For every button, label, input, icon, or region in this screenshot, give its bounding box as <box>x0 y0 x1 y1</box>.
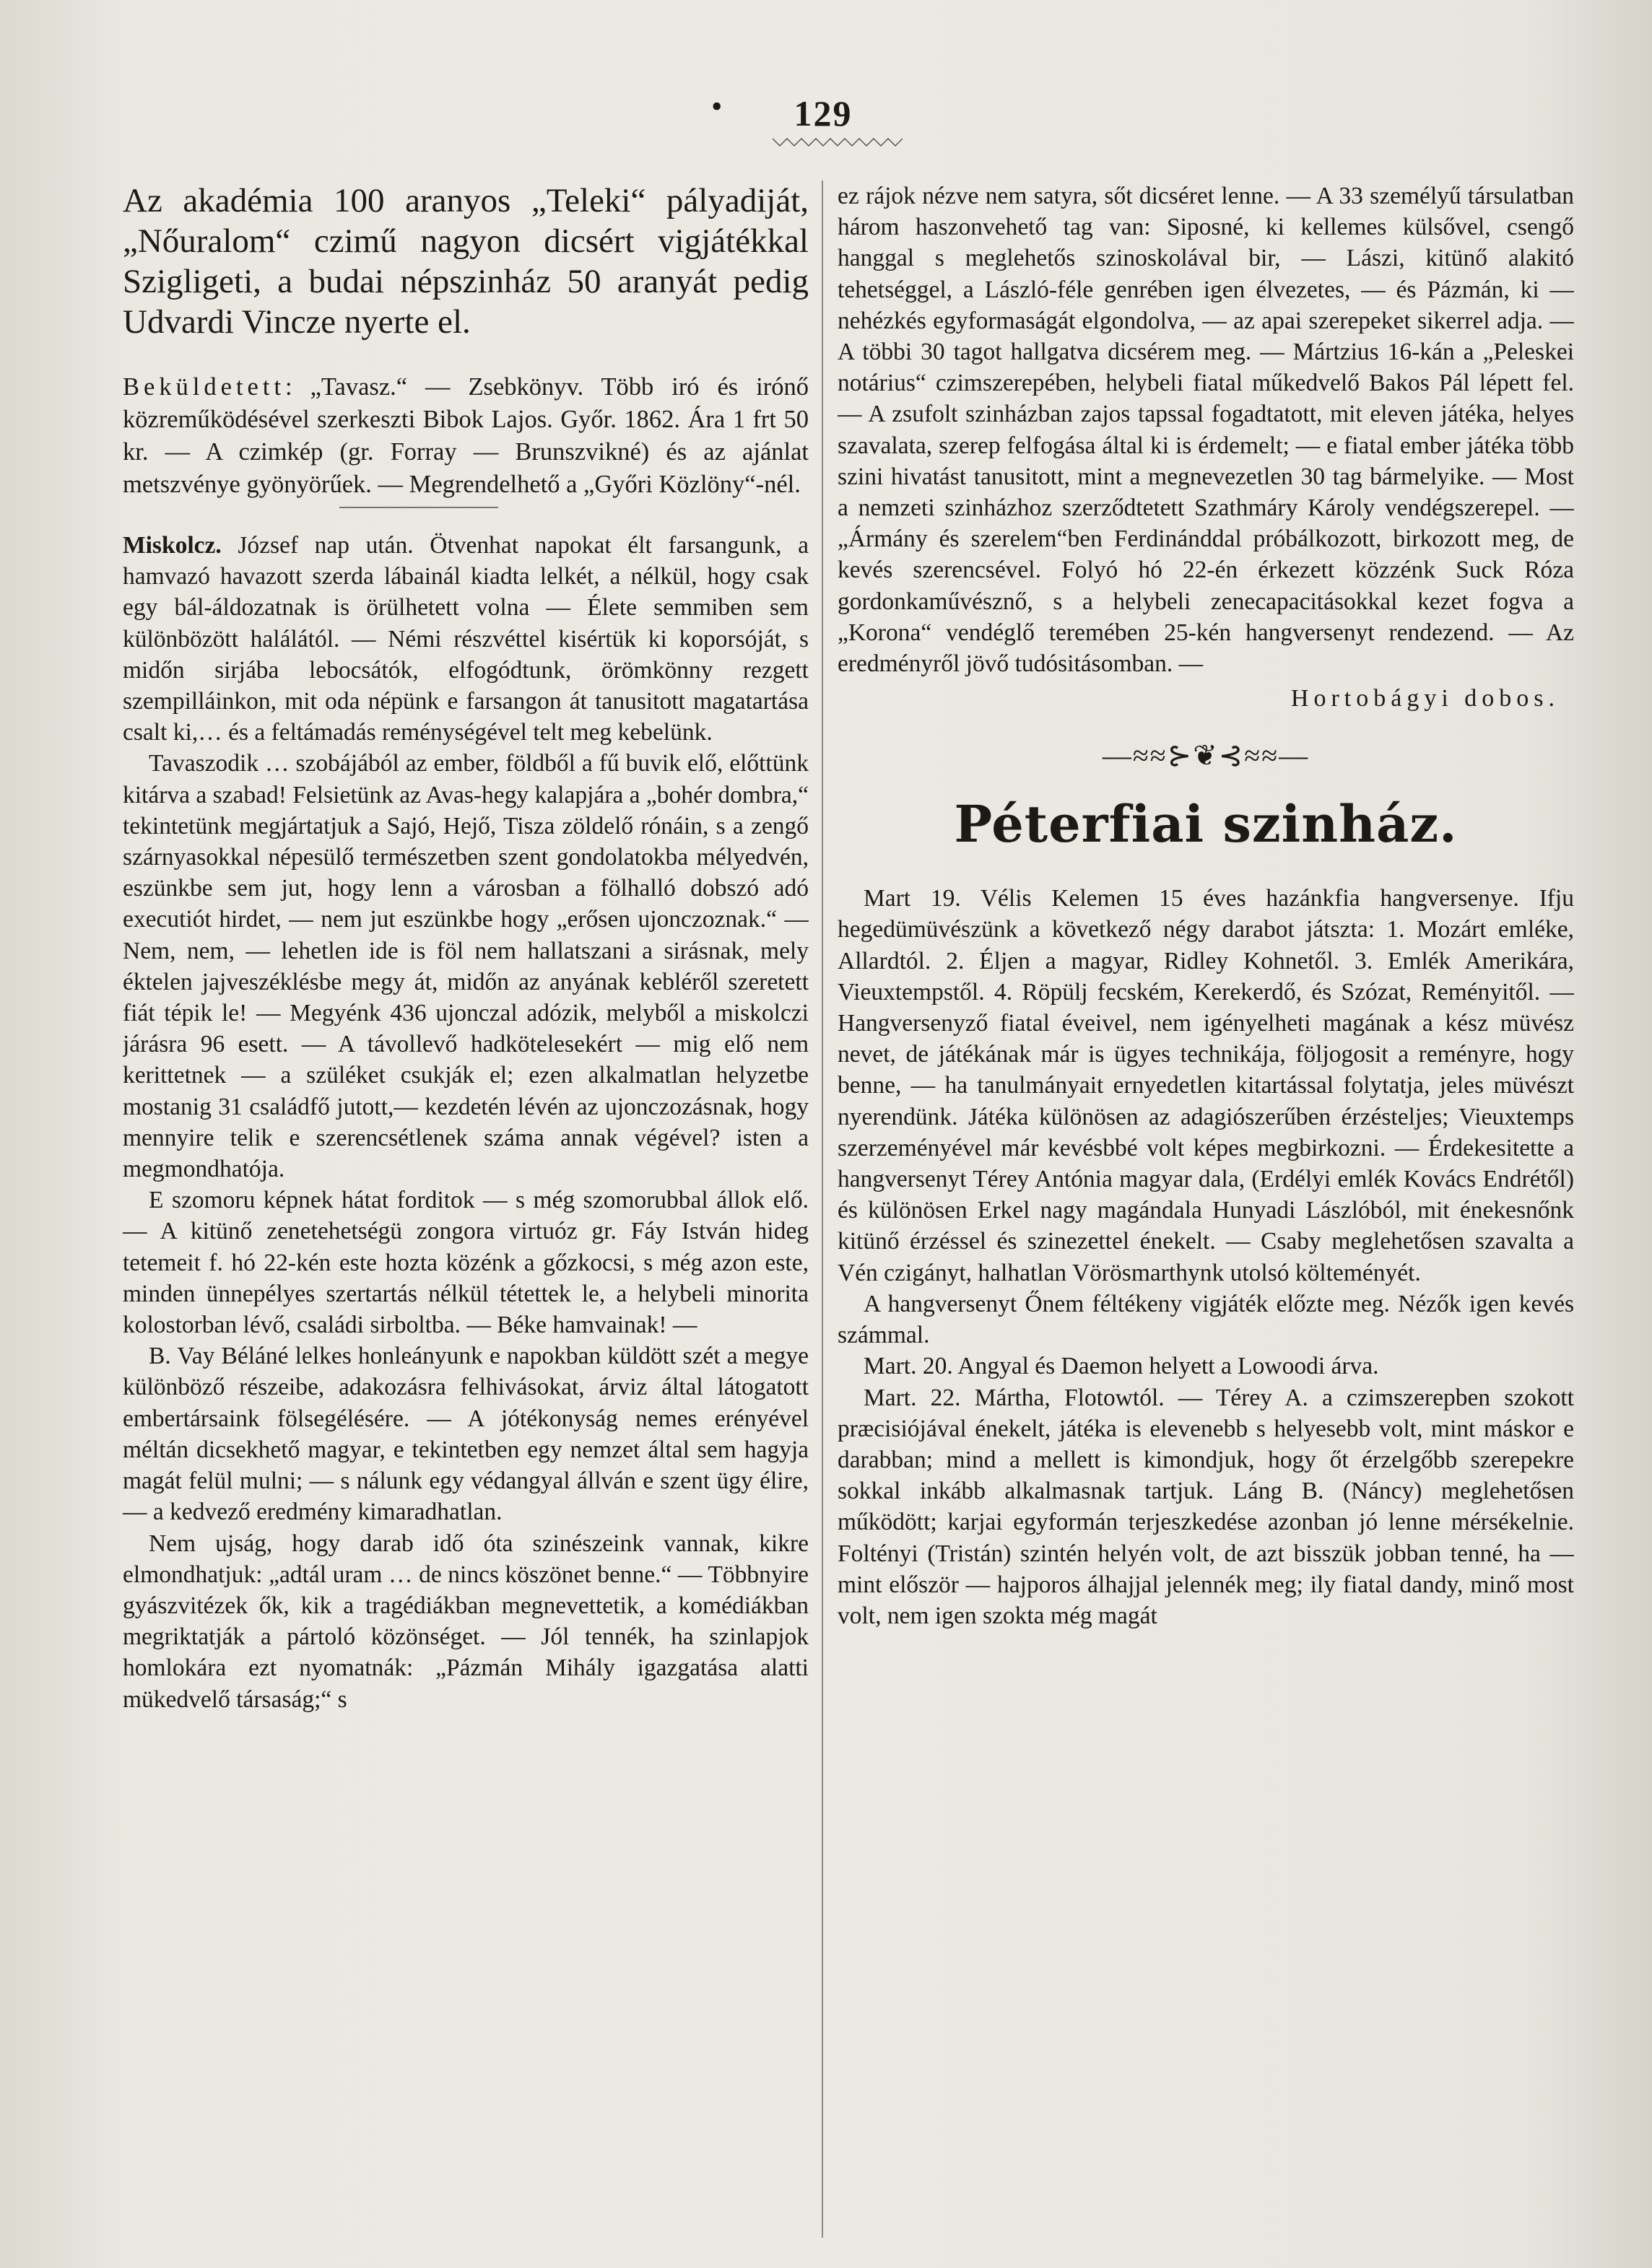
submitted-notice <box>123 371 809 501</box>
academy-prize-notice: Az akadémia 100 aranyos „Teleki“ pályadiját, „Nőuralom“ czimű nagyon dicsért vigjátékkal Szigligeti, a budai népszinház 50 aranyát pedig Udvardi Vincze nyerte el. <box>123 182 809 341</box>
header-dot: • <box>711 89 723 124</box>
page-number: 129 <box>794 93 853 134</box>
theatre-paragraph-3: Mart. 20. Angyal és Daemon helyett a Lowoodi árva. <box>864 1353 1379 1380</box>
section-divider <box>339 507 498 508</box>
theatre-paragraph-2: A hangversenyt Őnem féltékeny vigjáték előzte meg. Nézők igen kevés számmal. <box>838 1290 1574 1349</box>
section-title: Péterfiai szinház. <box>954 794 1458 855</box>
submitted-label: Beküldetett <box>123 373 286 401</box>
miskolcz-label: Miskolcz. <box>123 532 222 559</box>
theatre-report-continued: ez rájok nézve nem satyra, sőt dicséret lenne. — A 33 személyű társulatban három haszonvehető tag van: Siposné, ki kellemes külsővel, csengő hanggal s meglehetős szinoskolával bir, — Lászi, kitünő alakitó tehetséggel, a László-féle genrében igen élvezetes, — és Pázmán, ki — nehézkés egyformaságát elgondolva, — az apai szerepeket sikerrel adja. — A többi 30 tagot hallgatva dicsérem meg. — Mártzius 16-kán a „Peleskei notárius“ czimszerepében, helybeli fiatal műkedvelő Bakos Pál lépett fel. — A zsufolt szinházban zajos tapssal fogadtatott, mit eleven játéka, helyes szavalata, szerep felfogása által ki is érdemelt; — e fiatal ember játéka több szini hivatást tanusitott, mint a megnevezetlen 30 tag bármelyike. — Most a nemzeti szinházhoz szerződtetett Szathmáry Károly vendégszerepel. — „Ármány és szerelem“ben Ferdinánddal próbálkozott, birkozott meg, de kevés szerencsével. Folyó hó 22-én érkezett közzénk Suck Róza gordonkaművésznő, s a helybeli zenecapacitásokkal kezet fogva a „Korona“ vendéglő teremében 25-kén hangversenyt rendezend. — Az eredményről jövő tudósitásomban. — <box>838 183 1574 678</box>
left-column <box>123 180 809 2245</box>
miskolcz-paragraph-3: E szomoru képnek hátat forditok — s még szomorubbal állok elő. — A kitünő zenetehetségü zongora virtuóz gr. Fáy István hideg tetemeit f. hó 22-kén este hozta közénk a gőzkocsi, s még azon este, minden ünnepélyes szertartás nélkül tétettek le, a helybeli minorita kolostorban lévő, családi sirboltba. — Béke hamvainak! — <box>123 1187 809 1339</box>
theatre-paragraph-1: Mart 19. Vélis Kelemen 15 éves hazánkfia hangversenye. Ifju hegedümüvészünk a következő négy darabot játszta: 1. Mozárt emléke, Allardtól. 2. Éljen a magyar, Ridley Kohnetől. 3. Emlék Amerikára, Vieuxtempstől. 4. Röpülj fecském, Kerekerdő, és Szózat, Reményitől. — Hangversenyző fiatal éveivel, nem igényelheti magának a kész müvész nevet, de játékának már is ügyes technikája, följogosit a reményre, hogy benne, — ha tanulmányait ernyedetlen kitartással folytatja, jeles müvészt nyerendünk. Játéka különösen az adagiószerűben érzésteljes; Vieuxtemps szerzeményével már kevésbbé volt képes megbirkozni. — Érdekesitette a hangversenyt Térey Antónia magyar dala, (Erdélyi emlék Kovács Endrétől) és különösen Erkel nagy magándala Hunyadi Lászlóból, mit énekesnőnk kitünő érzéssel és szinezettel énekelt. — Csaby meglehetősen szavalta a Vén czigányt, halhatlan Vörösmarthynk utolsó költeményét. <box>838 885 1574 1286</box>
theatre-paragraph-4: Mart. 22. Mártha, Flotowtól. — Térey A. a czimszerepben szokott præcisiójával énekelt, játéka is elevenebb s helyesebb volt, mint máskor e darabban; mind a mellett is kimondjuk, hogy őt érzelgőbb szerepekre sokkal inkább alkalmasnak tartjuk. Láng B. (Náncy) meglehetősen működött; karjai egyformán terjeszkedése azonban jó lenne mérsékelnie. Foltényi (Tristán) szintén helyén volt, de azt bisszük jobban tenné, ha — mint először — hajporos álhajjal jelennék meg; ily fiatal dandy, minő most volt, nem igen szokta még magát <box>838 1384 1574 1629</box>
right-column <box>838 180 1574 2245</box>
miskolcz-paragraph-4: B. Vay Béláné lelkes honleányunk e napokban küldött szét a megye különböző részeibe, adakozásra felhivásokat, árviz által látogatott embertársaink fölsegélésére. — A jótékonyság nemes erényével méltán dicsekhető magyar, e tekintetben egy nemzet által sem hagyja magát felül mulni; — s nálunk egy védangyal állván e szent ügy élire, — a kedvező eredmény kimaradhatlan. <box>123 1343 809 1526</box>
miskolcz-text: József nap után. Ötvenhat napokat élt farsangunk, a hamvazó havazott szerda lábainál kiadta lelkét, a nélkül, hogy csak egy bál-áldozatnak is örülhetett volna — Élete semmiben sem különbözött halálától. — Némi részvéttel kisértük ki koporsóját, s midőn sirjába lebocsátók, elfogódtunk, örömkönny rezgett szempilláinkon, mit oda népünk e farsangon át tanusitott magatartása csalt ki,… és a feltámadás reménységével telt meg kebelünk. <box>123 532 809 746</box>
miskolcz-paragraph-2: Tavaszodik … szobájából az ember, földből a fű buvik elő, előttünk kitárva a szabad! Felsietünk az Avas-hegy kalapjára a „bohér dombra,“ tekintetünk megjártatjuk a Sajó, Hejő, Tisza zöldelő rónáin, s a zengő szárnyasokkal népesülő természetben szent gondolatokba mélyedvén, eszünkbe sem jut, hogy lenn a városban a fölhalló dobszó adó executiót hirdet, — nem jut eszünkbe hogy „erősen ujonczoznak.“ — Nem, nem, — lehetlen ide is föl nem hallatszani a sirásnak, mely éktelen jajveszéklésbe megy át, midőn az anyának kebléről szeretett fiát tépik le! — Megyénk 436 ujonczal adózik, melyből a miskolczi járásra 96 esett. — A távollevő hadkötelesekért — mig elő nem kerittetnek — a szüléket csukják el; ezen alkalmatlan helyzetbe mostanig 31 családfő jutott,— kezdetén lévén az ujonczozásnak, hogy mennyire telik e szerencsétlenek száma annak végével? isten a megmondhatója. <box>123 750 809 1183</box>
miskolcz-paragraph-5: Nem ujság, hogy darab idő óta szinészeink vannak, kikre elmondhatjuk: „adtál uram … de nincs köszönet benne.“ — Többnyire gyászvitézek ők, kik a tragédiákban megnevettetik, a komédiákban megriktatják a pártoló közönséget. — Jól tennék, ha szinlapjok homlokára ezt nyomatnák: „Pázmán Mihály igazgatása alatti mükedvelő társaság;“ s <box>123 1530 809 1713</box>
header-zigzag-ornament <box>773 137 903 147</box>
column-rule <box>822 180 823 2238</box>
miskolcz-paragraph-1 <box>123 530 809 748</box>
correspondent-signature: Hortobágyi dobos. <box>1290 685 1560 712</box>
ornamental-divider: —≈≈⊱❦⊰≈≈— <box>1102 739 1310 772</box>
submitted-text: : „Tavasz.“ — Zsebkönyv. Több iró és irónő közreműködésével szerkeszti Bibok Lajos. Győr. 1862. Ára 1 frt 50 kr. — A czimkép (gr. Forray — Brunszvikné) és az ajánlat metszvénye gyönyörűek. — Megrendelhető a „Győri Közlöny“-nél. <box>123 373 809 498</box>
